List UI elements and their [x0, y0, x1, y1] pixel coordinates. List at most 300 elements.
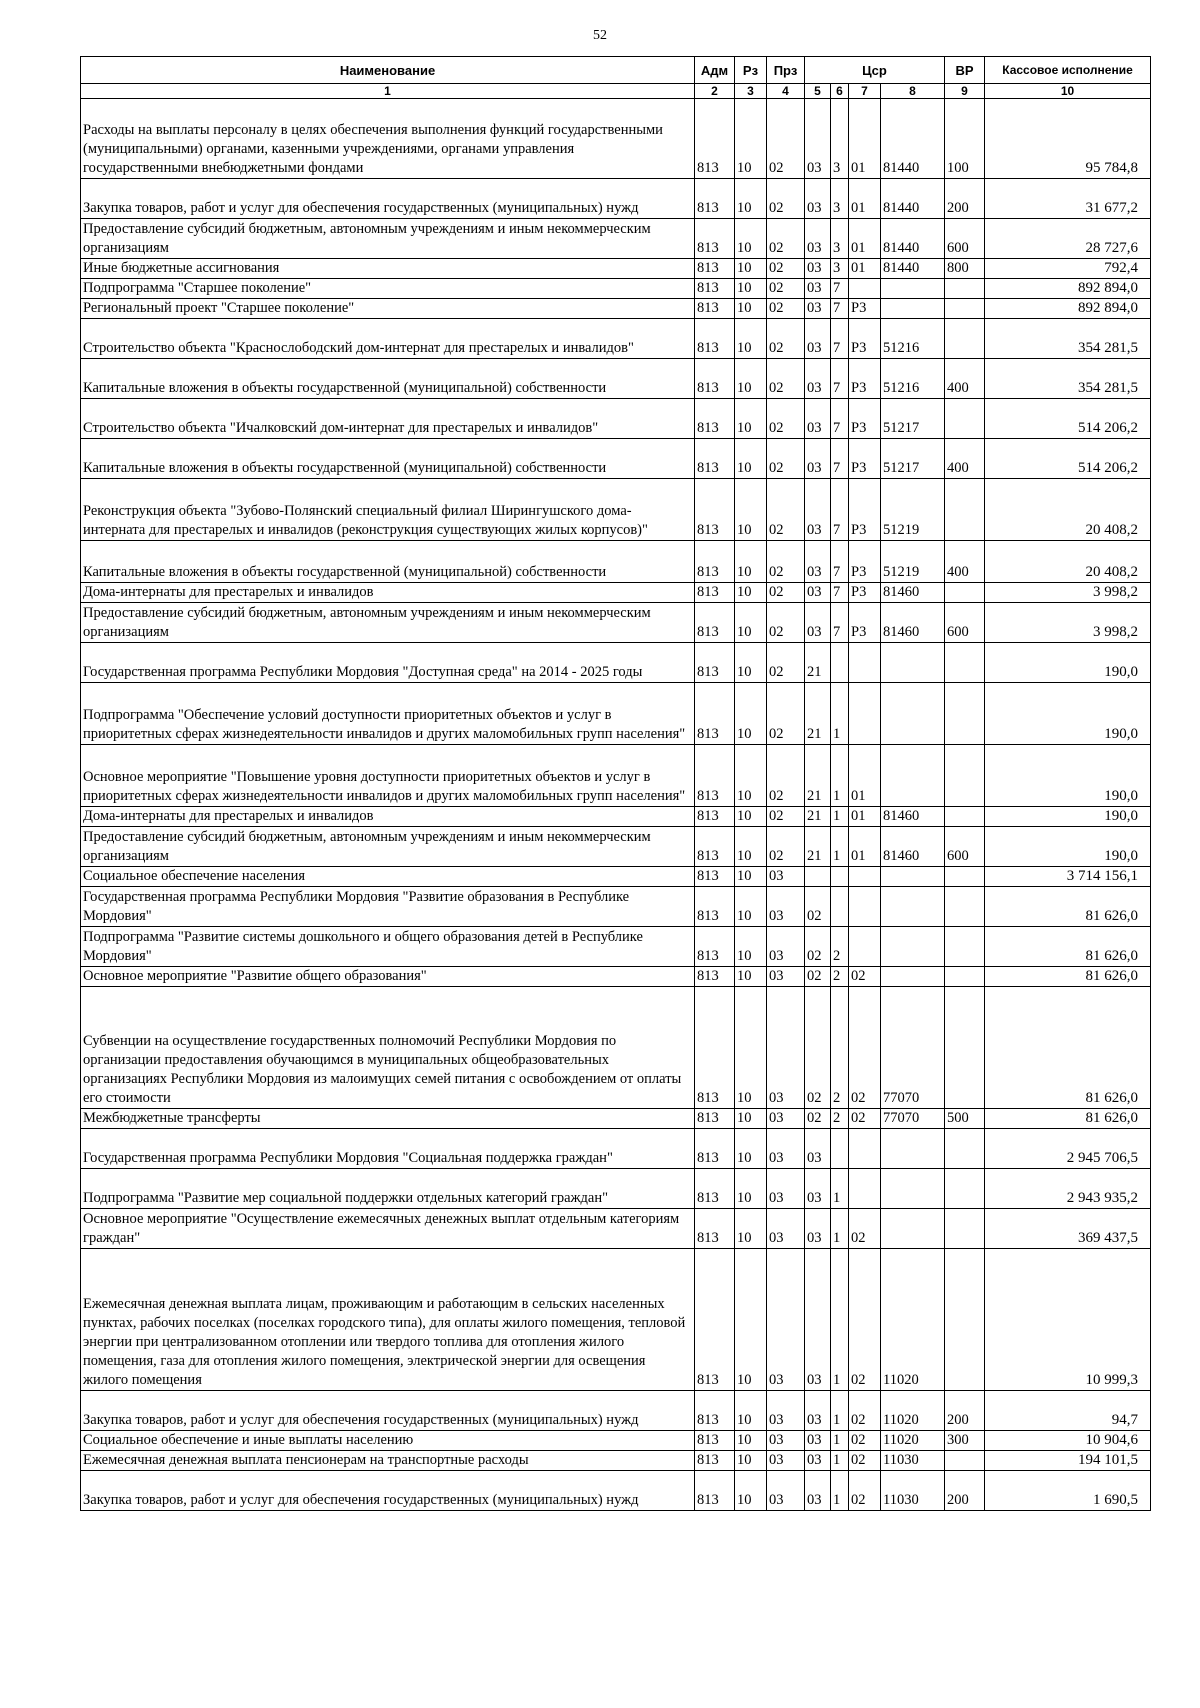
row-csr-program: 03 [805, 279, 831, 299]
row-amount: 95 784,8 [985, 99, 1151, 179]
table-row [81, 603, 1151, 643]
row-vr: 800 [945, 259, 985, 279]
row-csr-event: 01 [849, 259, 881, 279]
row-amount: 81 626,0 [985, 927, 1151, 967]
row-name: Строительство объекта "Краснослободский дом-интернат для престарелых и инвалидов" [81, 319, 695, 359]
row-name: Расходы на выплаты персоналу в целях обеспечения выполнения функций государственными (муниципальными) органами, казенными учреждениями, органами управления государственными внебюджетными фондами [81, 99, 695, 179]
row-csr-direction [881, 1209, 945, 1249]
row-name: Государственная программа Республики Мордовия "Доступная среда" на 2014 - 2025 годы [81, 643, 695, 683]
header-adm: Адм [695, 57, 735, 84]
table-row [81, 259, 1151, 279]
row-csr-subprogram: 7 [831, 359, 849, 399]
table-row [81, 1431, 1151, 1451]
row-csr-event: P3 [849, 399, 881, 439]
row-csr-subprogram: 3 [831, 179, 849, 219]
row-vr [945, 927, 985, 967]
row-vr [945, 643, 985, 683]
header-rz: Рз [735, 57, 767, 84]
row-name: Закупка товаров, работ и услуг для обеспечения государственных (муниципальных) нужд [81, 179, 695, 219]
row-csr-direction [881, 887, 945, 927]
row-prz: 02 [767, 583, 805, 603]
table-row [81, 179, 1151, 219]
row-csr-subprogram: 1 [831, 1431, 849, 1451]
row-csr-event: P3 [849, 541, 881, 583]
row-csr-direction: 51217 [881, 439, 945, 479]
row-vr [945, 887, 985, 927]
row-amount: 190,0 [985, 807, 1151, 827]
row-rz: 10 [735, 1249, 767, 1391]
row-adm: 813 [695, 603, 735, 643]
row-prz: 03 [767, 1451, 805, 1471]
table-row [81, 319, 1151, 359]
row-adm: 813 [695, 643, 735, 683]
row-rz: 10 [735, 359, 767, 399]
row-rz: 10 [735, 541, 767, 583]
row-prz: 02 [767, 745, 805, 807]
row-adm: 813 [695, 583, 735, 603]
row-name: Субвенции на осуществление государственных полномочий Республики Мордовия по организации предоставления обучающимся в муниципальных общеобразовательных организациях Республики Мордовия из малоимущих семей питания с освобождением от оплаты его стоимости [81, 987, 695, 1109]
row-csr-program: 21 [805, 807, 831, 827]
row-csr-program: 03 [805, 99, 831, 179]
row-rz: 10 [735, 299, 767, 319]
row-csr-direction: 81460 [881, 807, 945, 827]
row-csr-subprogram [831, 887, 849, 927]
row-prz: 02 [767, 259, 805, 279]
row-vr [945, 745, 985, 807]
row-amount: 81 626,0 [985, 987, 1151, 1109]
column-number: 3 [735, 84, 767, 99]
row-csr-subprogram: 1 [831, 1209, 849, 1249]
row-csr-program: 03 [805, 439, 831, 479]
row-rz: 10 [735, 99, 767, 179]
row-rz: 10 [735, 1391, 767, 1431]
row-name: Государственная программа Республики Мордовия "Социальная поддержка граждан" [81, 1129, 695, 1169]
row-csr-event: 02 [849, 1471, 881, 1511]
row-name: Основное мероприятие "Повышение уровня доступности приоритетных объектов и услуг в приоритетных сферах жизнедеятельности инвалидов и других маломобильных групп населения" [81, 745, 695, 807]
row-csr-subprogram: 1 [831, 1391, 849, 1431]
row-vr: 600 [945, 603, 985, 643]
row-rz: 10 [735, 827, 767, 867]
table-row [81, 1169, 1151, 1209]
row-prz: 03 [767, 967, 805, 987]
row-adm: 813 [695, 987, 735, 1109]
row-csr-program: 03 [805, 603, 831, 643]
row-adm: 813 [695, 399, 735, 439]
row-csr-subprogram: 3 [831, 99, 849, 179]
row-csr-program: 03 [805, 219, 831, 259]
row-csr-event: P3 [849, 319, 881, 359]
row-prz: 02 [767, 99, 805, 179]
row-adm: 813 [695, 1391, 735, 1431]
row-csr-subprogram: 2 [831, 1109, 849, 1129]
row-rz: 10 [735, 1169, 767, 1209]
row-csr-event [849, 643, 881, 683]
column-number: 1 [81, 84, 695, 99]
row-csr-direction: 11020 [881, 1249, 945, 1391]
row-adm: 813 [695, 179, 735, 219]
row-prz: 03 [767, 927, 805, 967]
row-csr-direction: 51216 [881, 359, 945, 399]
table-row [81, 299, 1151, 319]
row-csr-program: 03 [805, 1209, 831, 1249]
row-rz: 10 [735, 1209, 767, 1249]
row-csr-program: 02 [805, 967, 831, 987]
column-number: 4 [767, 84, 805, 99]
row-csr-event: P3 [849, 583, 881, 603]
row-csr-subprogram: 7 [831, 299, 849, 319]
row-csr-program: 21 [805, 683, 831, 745]
row-amount: 94,7 [985, 1391, 1151, 1431]
row-adm: 813 [695, 1109, 735, 1129]
row-name: Ежемесячная денежная выплата лицам, проживающим и работающим в сельских населенных пунктах, рабочих поселках (поселках городского типа), для оплаты жилого помещения, тепловой энергии при централизованном отоплении или твердого топлива для отопления жилого помещения, газа для отопления жилого помещения, электрической энергии для освещения жилого помещения [81, 1249, 695, 1391]
page-number: 52 [593, 28, 607, 43]
row-name: Основное мероприятие "Осуществление ежемесячных денежных выплат отдельным категориям граждан" [81, 1209, 695, 1249]
row-prz: 02 [767, 643, 805, 683]
row-csr-event [849, 279, 881, 299]
header-name: Наименование [81, 57, 695, 84]
row-csr-direction [881, 745, 945, 807]
row-csr-program: 21 [805, 745, 831, 807]
row-amount: 81 626,0 [985, 887, 1151, 927]
row-adm: 813 [695, 1471, 735, 1511]
row-csr-direction: 11030 [881, 1471, 945, 1511]
row-adm: 813 [695, 299, 735, 319]
row-amount: 354 281,5 [985, 359, 1151, 399]
row-csr-direction [881, 643, 945, 683]
row-prz: 03 [767, 1209, 805, 1249]
row-rz: 10 [735, 1451, 767, 1471]
row-csr-event: P3 [849, 299, 881, 319]
row-rz: 10 [735, 967, 767, 987]
row-rz: 10 [735, 479, 767, 541]
table-row [81, 541, 1151, 583]
header-amount: Кассовое исполнение [985, 57, 1151, 84]
column-number: 5 [805, 84, 831, 99]
row-adm: 813 [695, 359, 735, 399]
row-adm: 813 [695, 439, 735, 479]
row-csr-program: 03 [805, 299, 831, 319]
row-vr [945, 583, 985, 603]
row-csr-event: 02 [849, 1249, 881, 1391]
row-csr-event: P3 [849, 439, 881, 479]
row-csr-event: 01 [849, 219, 881, 259]
row-csr-direction: 81460 [881, 583, 945, 603]
row-name: Подпрограмма "Старшее поколение" [81, 279, 695, 299]
row-adm: 813 [695, 279, 735, 299]
row-csr-event: 02 [849, 987, 881, 1109]
row-csr-direction [881, 867, 945, 887]
row-amount: 10 904,6 [985, 1431, 1151, 1451]
row-rz: 10 [735, 319, 767, 359]
table-row [81, 219, 1151, 259]
row-rz: 10 [735, 927, 767, 967]
table-row [81, 439, 1151, 479]
row-vr: 400 [945, 439, 985, 479]
column-number: 10 [985, 84, 1151, 99]
row-csr-subprogram: 3 [831, 219, 849, 259]
row-rz: 10 [735, 1431, 767, 1451]
row-csr-direction [881, 1129, 945, 1169]
row-csr-subprogram [831, 867, 849, 887]
table-row [81, 279, 1151, 299]
row-csr-direction [881, 1169, 945, 1209]
table-row [81, 1451, 1151, 1471]
row-name: Социальное обеспечение населения [81, 867, 695, 887]
row-csr-direction: 51219 [881, 479, 945, 541]
row-amount: 190,0 [985, 683, 1151, 745]
table-row [81, 683, 1151, 745]
row-csr-direction: 81440 [881, 99, 945, 179]
row-csr-subprogram: 7 [831, 439, 849, 479]
row-csr-program: 03 [805, 1169, 831, 1209]
row-rz: 10 [735, 867, 767, 887]
row-amount: 20 408,2 [985, 479, 1151, 541]
row-vr [945, 399, 985, 439]
row-csr-direction: 11020 [881, 1431, 945, 1451]
row-csr-direction: 51219 [881, 541, 945, 583]
row-csr-event: 01 [849, 745, 881, 807]
table-row [81, 967, 1151, 987]
row-csr-direction: 81440 [881, 219, 945, 259]
row-csr-event [849, 1169, 881, 1209]
row-prz: 03 [767, 1471, 805, 1511]
table-row [81, 1209, 1151, 1249]
row-rz: 10 [735, 399, 767, 439]
row-csr-event: 02 [849, 1109, 881, 1129]
row-adm: 813 [695, 259, 735, 279]
row-adm: 813 [695, 827, 735, 867]
row-amount: 892 894,0 [985, 279, 1151, 299]
row-amount: 2 945 706,5 [985, 1129, 1151, 1169]
row-adm: 813 [695, 745, 735, 807]
row-vr: 200 [945, 1391, 985, 1431]
row-csr-subprogram: 1 [831, 1169, 849, 1209]
row-prz: 02 [767, 359, 805, 399]
row-amount: 892 894,0 [985, 299, 1151, 319]
row-csr-program: 03 [805, 319, 831, 359]
row-csr-direction [881, 967, 945, 987]
row-csr-direction: 51216 [881, 319, 945, 359]
row-name: Предоставление субсидий бюджетным, автономным учреждениям и иным некоммерческим организациям [81, 827, 695, 867]
column-number: 6 [831, 84, 849, 99]
row-adm: 813 [695, 967, 735, 987]
row-rz: 10 [735, 603, 767, 643]
row-name: Ежемесячная денежная выплата пенсионерам на транспортные расходы [81, 1451, 695, 1471]
row-prz: 03 [767, 1431, 805, 1451]
row-csr-program [805, 867, 831, 887]
row-adm: 813 [695, 1249, 735, 1391]
row-csr-subprogram: 1 [831, 745, 849, 807]
table-row [81, 1471, 1151, 1511]
row-csr-subprogram [831, 643, 849, 683]
row-rz: 10 [735, 583, 767, 603]
row-csr-direction: 81460 [881, 827, 945, 867]
row-name: Предоставление субсидий бюджетным, автономным учреждениям и иным некоммерческим организациям [81, 603, 695, 643]
header-csr: Цср [805, 57, 945, 84]
row-csr-event: 02 [849, 967, 881, 987]
row-name: Реконструкция объекта "Зубово-Полянский специальный филиал Ширингушского дома-интерната для престарелых и инвалидов (реконструкция существующих жилых корпусов)" [81, 479, 695, 541]
row-amount: 369 437,5 [985, 1209, 1151, 1249]
row-rz: 10 [735, 987, 767, 1109]
row-csr-event: 02 [849, 1451, 881, 1471]
row-vr [945, 1129, 985, 1169]
row-prz: 03 [767, 1129, 805, 1169]
row-amount: 792,4 [985, 259, 1151, 279]
row-rz: 10 [735, 179, 767, 219]
row-adm: 813 [695, 927, 735, 967]
column-number: 7 [849, 84, 881, 99]
row-prz: 02 [767, 299, 805, 319]
row-vr [945, 1451, 985, 1471]
row-name: Подпрограмма "Развитие системы дошкольного и общего образования детей в Республике Мордовия" [81, 927, 695, 967]
row-prz: 03 [767, 867, 805, 887]
row-csr-program: 03 [805, 1451, 831, 1471]
row-adm: 813 [695, 1209, 735, 1249]
row-csr-event: 02 [849, 1391, 881, 1431]
row-name: Капитальные вложения в объекты государственной (муниципальной) собственности [81, 359, 695, 399]
row-name: Дома-интернаты для престарелых и инвалидов [81, 583, 695, 603]
row-name: Капитальные вложения в объекты государственной (муниципальной) собственности [81, 541, 695, 583]
row-csr-program: 21 [805, 827, 831, 867]
row-rz: 10 [735, 643, 767, 683]
row-amount: 10 999,3 [985, 1249, 1151, 1391]
row-csr-program: 03 [805, 259, 831, 279]
row-csr-program: 02 [805, 927, 831, 967]
table-row [81, 867, 1151, 887]
row-vr [945, 1169, 985, 1209]
row-vr: 600 [945, 827, 985, 867]
row-csr-subprogram: 2 [831, 927, 849, 967]
row-csr-direction: 11020 [881, 1391, 945, 1431]
row-prz: 02 [767, 683, 805, 745]
row-rz: 10 [735, 745, 767, 807]
row-csr-direction [881, 279, 945, 299]
row-csr-event [849, 1129, 881, 1169]
row-name: Подпрограмма "Развитие мер социальной поддержки отдельных категорий граждан" [81, 1169, 695, 1209]
row-vr [945, 683, 985, 745]
row-amount: 3 714 156,1 [985, 867, 1151, 887]
row-csr-program: 03 [805, 359, 831, 399]
row-csr-subprogram: 1 [831, 683, 849, 745]
row-rz: 10 [735, 1129, 767, 1169]
row-prz: 02 [767, 179, 805, 219]
row-csr-subprogram: 2 [831, 967, 849, 987]
row-csr-direction: 81440 [881, 179, 945, 219]
table-row [81, 1391, 1151, 1431]
row-csr-subprogram: 7 [831, 399, 849, 439]
table-row [81, 827, 1151, 867]
header-prz: Прз [767, 57, 805, 84]
row-vr: 600 [945, 219, 985, 259]
row-csr-subprogram [831, 1129, 849, 1169]
row-rz: 10 [735, 219, 767, 259]
row-csr-event: P3 [849, 603, 881, 643]
row-csr-event: 01 [849, 179, 881, 219]
row-name: Государственная программа Республики Мордовия "Развитие образования в Республике Мордовия" [81, 887, 695, 927]
row-csr-event: 01 [849, 827, 881, 867]
table-row [81, 359, 1151, 399]
row-prz: 02 [767, 399, 805, 439]
row-csr-subprogram: 1 [831, 1451, 849, 1471]
row-rz: 10 [735, 887, 767, 927]
table-row [81, 1129, 1151, 1169]
row-prz: 02 [767, 603, 805, 643]
row-prz: 02 [767, 279, 805, 299]
row-csr-program: 03 [805, 179, 831, 219]
row-csr-program: 03 [805, 541, 831, 583]
table-row [81, 479, 1151, 541]
row-name: Капитальные вложения в объекты государственной (муниципальной) собственности [81, 439, 695, 479]
row-vr: 500 [945, 1109, 985, 1129]
row-csr-program: 03 [805, 1249, 831, 1391]
row-amount: 28 727,6 [985, 219, 1151, 259]
row-csr-event: 01 [849, 99, 881, 179]
row-csr-direction [881, 299, 945, 319]
row-adm: 813 [695, 319, 735, 359]
row-csr-program: 02 [805, 987, 831, 1109]
row-csr-direction: 77070 [881, 1109, 945, 1129]
row-csr-subprogram: 1 [831, 827, 849, 867]
row-rz: 10 [735, 807, 767, 827]
row-prz: 03 [767, 1169, 805, 1209]
row-csr-subprogram: 7 [831, 541, 849, 583]
row-rz: 10 [735, 1471, 767, 1511]
table-row [81, 987, 1151, 1109]
row-prz: 02 [767, 219, 805, 259]
row-adm: 813 [695, 1129, 735, 1169]
row-prz: 02 [767, 541, 805, 583]
row-csr-program: 02 [805, 887, 831, 927]
row-rz: 10 [735, 259, 767, 279]
row-adm: 813 [695, 541, 735, 583]
row-amount: 190,0 [985, 745, 1151, 807]
row-prz: 03 [767, 987, 805, 1109]
row-csr-program: 03 [805, 399, 831, 439]
row-csr-subprogram: 3 [831, 259, 849, 279]
row-csr-program: 03 [805, 1391, 831, 1431]
row-name: Иные бюджетные ассигнования [81, 259, 695, 279]
row-csr-event [849, 887, 881, 927]
table-row [81, 745, 1151, 807]
row-amount: 20 408,2 [985, 541, 1151, 583]
row-adm: 813 [695, 867, 735, 887]
row-csr-subprogram: 7 [831, 603, 849, 643]
row-csr-subprogram: 2 [831, 987, 849, 1109]
row-prz: 03 [767, 1249, 805, 1391]
budget-table [80, 56, 1151, 1511]
row-name: Строительство объекта "Ичалковский дом-интернат для престарелых и инвалидов" [81, 399, 695, 439]
row-prz: 02 [767, 439, 805, 479]
row-vr: 400 [945, 541, 985, 583]
row-csr-subprogram: 7 [831, 319, 849, 359]
row-adm: 813 [695, 887, 735, 927]
table-body [81, 99, 1151, 1511]
row-prz: 03 [767, 1109, 805, 1129]
row-name: Закупка товаров, работ и услуг для обеспечения государственных (муниципальных) нужд [81, 1391, 695, 1431]
row-name: Подпрограмма "Обеспечение условий доступности приоритетных объектов и услуг в приоритетных сферах жизнедеятельности инвалидов и других маломобильных групп населения" [81, 683, 695, 745]
row-csr-program: 02 [805, 1109, 831, 1129]
header-vr: ВР [945, 57, 985, 84]
row-adm: 813 [695, 807, 735, 827]
row-amount: 31 677,2 [985, 179, 1151, 219]
row-csr-event: 02 [849, 1431, 881, 1451]
column-number-row [81, 84, 1151, 99]
table-row [81, 927, 1151, 967]
row-csr-subprogram: 7 [831, 279, 849, 299]
row-amount: 194 101,5 [985, 1451, 1151, 1471]
row-vr [945, 319, 985, 359]
row-csr-subprogram: 1 [831, 807, 849, 827]
